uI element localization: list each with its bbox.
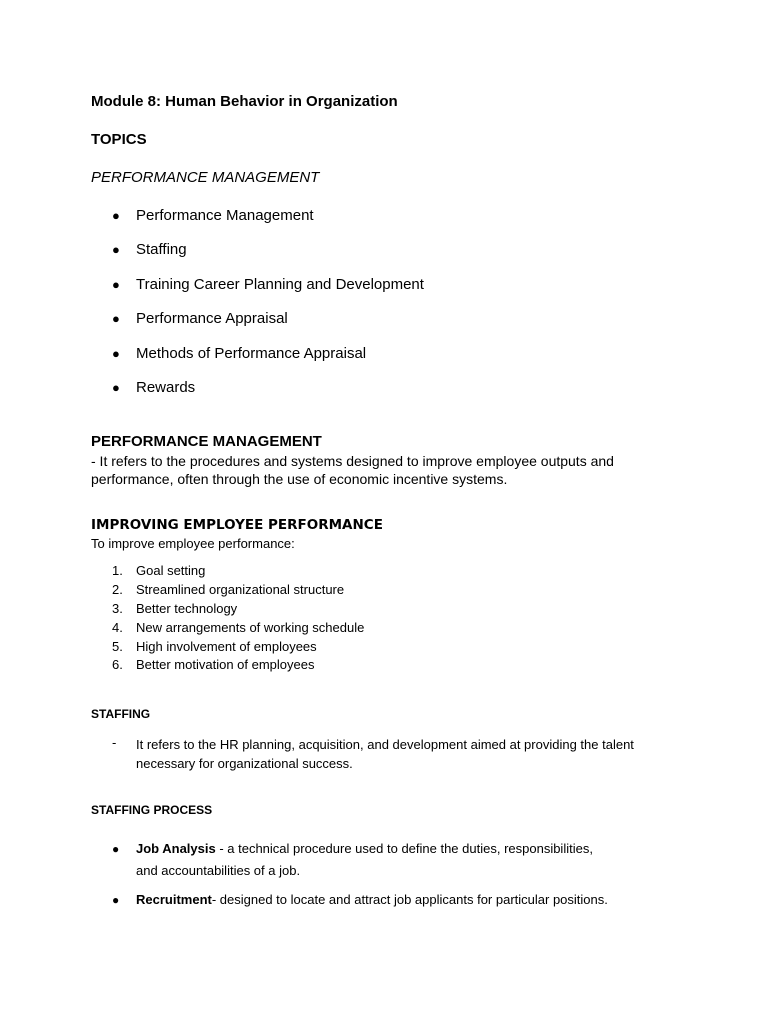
item-text: Better technology — [136, 600, 238, 616]
list-item — [112, 639, 364, 658]
bullet-icon: ● — [112, 242, 120, 258]
improving-list — [112, 563, 364, 676]
process-item-body — [136, 838, 616, 882]
item-number: 6. — [112, 657, 123, 673]
bullet-icon: ● — [112, 311, 120, 327]
section-subheading: PERFORMANCE MANAGEMENT — [91, 169, 320, 186]
item-number: 3. — [112, 600, 123, 616]
improving-intro: To improve employee performance: — [91, 536, 295, 551]
bullet-icon: ● — [112, 276, 120, 292]
bullet-icon: ● — [112, 345, 120, 361]
item-text: New arrangements of working schedule — [136, 619, 365, 635]
process-description: - a technical procedure used to define the duties, responsibilities, and accountabilities of a job. — [136, 841, 593, 878]
item-number: 4. — [112, 619, 123, 635]
module-title: Module 8: Human Behavior in Organization — [91, 93, 398, 110]
item-text: Goal setting — [136, 563, 206, 578]
process-description: - designed to locate and attract job applicants for particular positions. — [211, 892, 608, 907]
topics-list — [112, 207, 424, 413]
list-item — [112, 276, 424, 310]
topic-label: Staffing — [136, 241, 187, 259]
list-item — [112, 310, 424, 344]
process-term: Job Analysis — [136, 841, 216, 856]
list-item — [112, 379, 424, 413]
performance-management-heading: PERFORMANCE MANAGEMENT — [91, 433, 322, 450]
staffing-process-list — [112, 838, 616, 918]
list-item — [112, 657, 364, 676]
staffing-heading: STAFFING — [91, 707, 151, 721]
list-item — [112, 241, 424, 275]
topic-label: Rewards — [136, 378, 196, 396]
item-number: 5. — [112, 638, 123, 654]
topic-label: Training Career Planning and Development — [136, 275, 424, 293]
list-item — [112, 838, 616, 882]
item-number: 1. — [112, 563, 123, 578]
topic-label: Performance Management — [136, 207, 314, 224]
item-text: High involvement of employees — [136, 638, 317, 654]
bullet-icon: ● — [112, 893, 120, 907]
list-item — [112, 563, 364, 582]
process-term: Recruitment — [136, 892, 212, 907]
bullet-icon: ● — [112, 379, 120, 395]
topics-heading: TOPICS — [91, 131, 147, 148]
bullet-icon: ● — [112, 842, 120, 856]
dash-marker: - — [112, 735, 117, 750]
item-text: Streamlined organizational structure — [136, 581, 345, 597]
list-item — [112, 345, 424, 379]
process-item-body — [136, 889, 616, 911]
item-text: Better motivation of employees — [136, 657, 315, 673]
improving-heading: IMPROVING EMPLOYEE PERFORMANCE — [91, 517, 383, 533]
list-item — [112, 582, 364, 601]
list-item — [112, 889, 616, 911]
list-item — [112, 207, 424, 241]
staffing-process-heading: STAFFING PROCESS — [91, 803, 213, 817]
bullet-icon: ● — [112, 208, 120, 223]
list-item — [112, 601, 364, 620]
staffing-text: It refers to the HR planning, acquisition, and development aimed at providing the talent necessary for organizational success. — [136, 737, 634, 771]
performance-management-text: - It refers to the procedures and systems designed to improve employee outputs and performance, often through the use of economic incentive systems. — [91, 453, 614, 487]
topic-label: Performance Appraisal — [136, 310, 288, 328]
item-number: 2. — [112, 581, 123, 597]
topic-label: Methods of Performance Appraisal — [136, 344, 367, 362]
list-item — [112, 620, 364, 639]
